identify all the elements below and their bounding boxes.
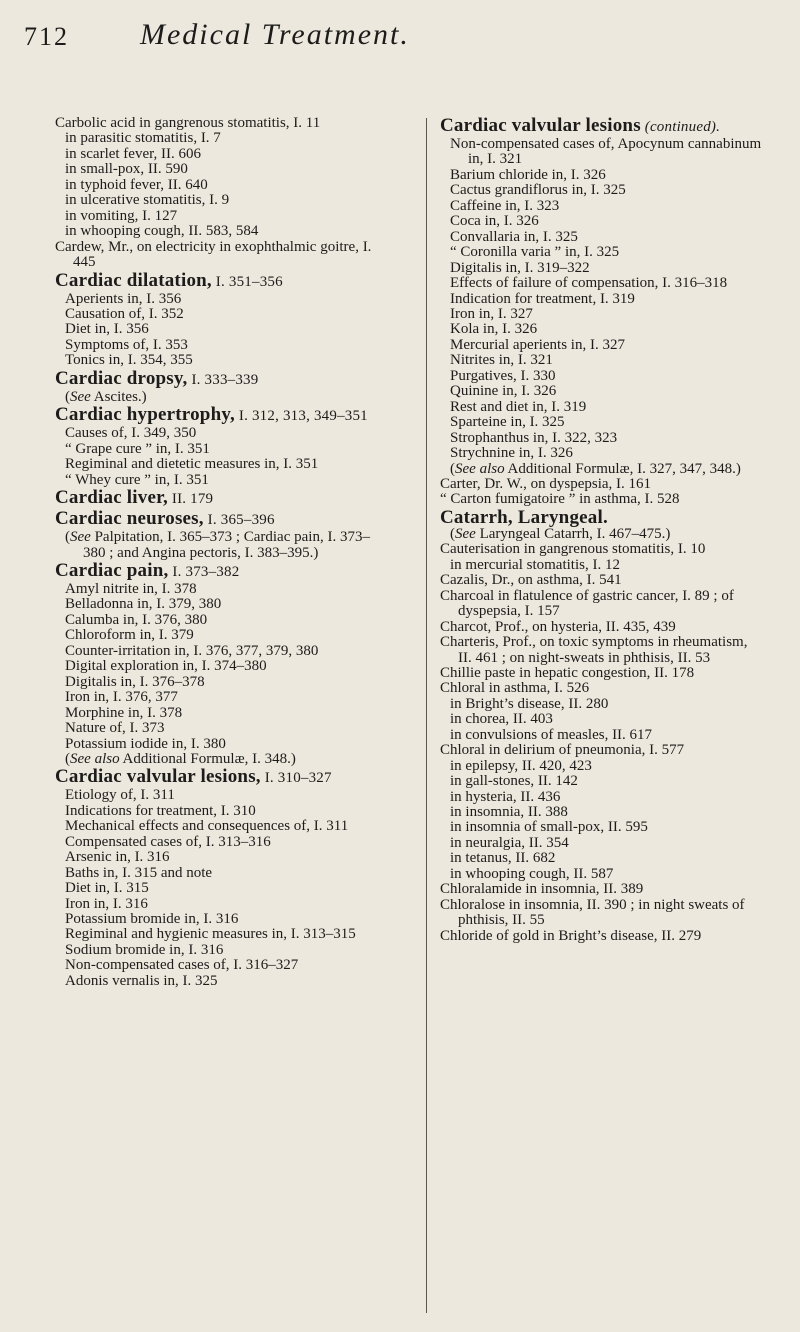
index-subentry: Digitalis in, I. 376–378	[65, 673, 205, 690]
cross-reference-text: Additional Formulæ, I. 348.)	[119, 750, 296, 767]
heading-title: Cardiac dilatation,	[55, 269, 212, 291]
heading-pages: I. 365–396	[203, 512, 275, 529]
heading-pages: (continued).	[640, 119, 721, 135]
index-subentry: Iron in, I. 316	[65, 895, 148, 912]
heading-pages: I. 333–339	[187, 371, 259, 388]
index-subentry: Iron in, I. 327	[450, 305, 533, 322]
index-subentry: in mercurial stomatitis, I. 12	[450, 556, 620, 573]
index-subentry: Effects of failure of compensation, I. 316–318	[450, 275, 728, 292]
see-label: See also	[455, 460, 505, 477]
index-subentry: in gall-stones, II. 142	[450, 773, 578, 790]
index-subentry: Adonis vernalis in, I. 325	[65, 972, 218, 989]
index-heading	[55, 561, 377, 582]
index-subentry: Strychnine in, I. 326	[450, 445, 573, 462]
index-entry: Chloral in delirium of pneumonia, I. 577	[440, 742, 685, 759]
index-subentry: Morphine in, I. 378	[65, 704, 183, 721]
index-subentry: in parasitic stomatitis, I. 7	[65, 130, 221, 147]
index-subentry: Compensated cases of, I. 313–316	[65, 833, 271, 850]
index-subentry: Coca in, I. 326	[450, 213, 539, 230]
heading-pages: I. 312, 313, 349–351	[234, 408, 368, 425]
index-subentry: Sodium bromide in, I. 316	[65, 941, 224, 958]
heading-pages: I. 373–382	[168, 563, 240, 580]
index-subentry: in tetanus, II. 682	[450, 850, 556, 867]
heading-title: Cardiac neuroses,	[55, 508, 204, 530]
index-subentry: in insomnia of small-pox, II. 595	[450, 819, 648, 836]
index-subentry: Amyl nitrite in, I. 378	[65, 580, 197, 597]
index-entry: Charcoal in flatulence of gastric cancer, I. 89 ; of dyspepsia, I. 157	[440, 587, 734, 620]
index-subentry: Digital exploration in, I. 374–380	[65, 658, 267, 675]
index-subentry: in neuralgia, II. 354	[450, 834, 569, 851]
index-subentry: Rest and diet in, I. 319	[450, 398, 587, 415]
index-entry: Cardew, Mr., on electricity in exophthalmic goitre, I. 445	[55, 238, 372, 271]
index-entry: Carter, Dr. W., on dyspepsia, I. 161	[440, 475, 652, 492]
index-heading	[55, 509, 377, 530]
index-subentry: Aperients in, I. 356	[65, 290, 182, 307]
cross-reference-text: Palpitation, I. 365–373 ; Cardiac pain, I. 373–380 ; and Angina pectoris, I. 383–395.)	[83, 529, 370, 561]
index-heading	[55, 488, 377, 509]
index-entry: Chillie paste in hepatic congestion, II. 178	[440, 664, 695, 681]
index-heading	[440, 116, 762, 137]
index-subentry: in typhoid fever, II. 640	[65, 176, 208, 193]
see-label: See	[455, 525, 476, 542]
index-subentry: in whooping cough, II. 587	[450, 865, 614, 882]
index-entry: Chloralose in insomnia, II. 390 ; in night sweats of phthisis, II. 55	[440, 896, 745, 929]
index-subentry: Belladonna in, I. 379, 380	[65, 596, 222, 613]
cross-reference-text: Additional Formulæ, I. 327, 347, 348.)	[504, 460, 741, 477]
index-entry: Chloralamide in insomnia, II. 389	[440, 881, 644, 898]
cross-reference-text: Ascites.)	[90, 388, 147, 405]
index-subentry: in hysteria, II. 436	[450, 788, 561, 805]
index-subentry: Indications for treatment, I. 310	[65, 802, 256, 819]
index-subentry: Calumba in, I. 376, 380	[65, 611, 208, 628]
index-subentry: Diet in, I. 356	[65, 321, 149, 338]
index-entry: Chloral in asthma, I. 526	[440, 680, 590, 697]
index-subentry: Mechanical effects and consequences of, I. 311	[65, 818, 349, 835]
index-subentry: Chloroform in, I. 379	[65, 627, 194, 644]
heading-title: Cardiac valvular lesions	[440, 115, 641, 136]
index-subentry: “ Whey cure ” in, I. 351	[65, 471, 209, 488]
cross-reference: (See also Additional Formulæ, I. 348.)	[65, 750, 296, 767]
index-entry: “ Carton fumigatoire ” in asthma, I. 528	[440, 491, 680, 508]
index-subentry: Digitalis in, I. 319–322	[450, 259, 590, 276]
heading-title: Cardiac pain,	[55, 559, 169, 581]
heading-title: Cardiac valvular lesions,	[55, 766, 261, 788]
index-entry: Cazalis, Dr., on asthma, I. 541	[440, 572, 622, 589]
index-subentry: in whooping cough, II. 583, 584	[65, 223, 259, 240]
index-subentry: in vomiting, I. 127	[65, 207, 178, 224]
index-subentry: in convulsions of measles, II. 617	[450, 726, 653, 743]
page-header	[24, 14, 800, 54]
index-subentry: “ Grape cure ” in, I. 351	[65, 440, 210, 457]
index-entry: Cauterisation in gangrenous stomatitis, I. 10	[440, 541, 706, 558]
index-subentry: Regiminal and dietetic measures in, I. 351	[65, 456, 319, 473]
index-subentry: “ Coronilla varia ” in, I. 325	[450, 244, 620, 261]
cross-reference: (See also Additional Formulæ, I. 327, 347, 348.)	[450, 460, 741, 477]
index-entry: Carbolic acid in gangrenous stomatitis, I. 11	[55, 115, 321, 131]
cross-reference: (See Palpitation, I. 365–373 ; Cardiac pain, I. 373–380 ; and Angina pectoris, I. 383–395.)	[65, 529, 370, 561]
index-subentry: Caffeine in, I. 323	[450, 197, 560, 214]
index-subentry: Tonics in, I. 354, 355	[65, 352, 193, 369]
index-entry: Charcot, Prof., on hysteria, II. 435, 439	[440, 618, 676, 635]
index-subentry: in small-pox, II. 590	[65, 161, 188, 178]
index-subentry: Non-compensated cases of, Apocynum cannabinum in, I. 321	[450, 136, 762, 168]
page-number: 712	[24, 22, 69, 51]
index-heading	[55, 405, 377, 426]
index-subentry: Diet in, I. 315	[65, 880, 149, 897]
cross-reference: (See Ascites.)	[65, 388, 147, 405]
index-subentry: Causes of, I. 349, 350	[65, 425, 197, 442]
column-divider	[426, 118, 427, 1313]
index-subentry: Baths in, I. 315 and note	[65, 864, 213, 881]
heading-pages: I. 310–327	[260, 770, 332, 787]
index-subentry: Nature of, I. 373	[65, 720, 165, 737]
index-subentry: in Bright’s disease, II. 280	[450, 695, 609, 712]
index-subentry: in insomnia, II. 388	[450, 804, 568, 821]
index-subentry: in ulcerative stomatitis, I. 9	[65, 192, 230, 209]
index-subentry: Purgatives, I. 330	[450, 367, 556, 384]
see-label: See also	[70, 750, 120, 767]
index-subentry: Causation of, I. 352	[65, 305, 184, 322]
cross-reference: (See Laryngeal Catarrh, I. 467–475.)	[450, 525, 671, 542]
index-column-right	[440, 116, 762, 944]
index-subentry: Nitrites in, I. 321	[450, 352, 553, 369]
index-subentry: Strophanthus in, I. 322, 323	[450, 429, 618, 446]
index-subentry: Sparteine in, I. 325	[450, 414, 565, 431]
index-subentry: Convallaria in, I. 325	[450, 228, 578, 245]
see-label: See	[70, 529, 91, 546]
index-subentry: Non-compensated cases of, I. 316–327	[65, 957, 299, 974]
index-subentry: Iron in, I. 376, 377	[65, 689, 178, 706]
index-heading	[55, 369, 377, 390]
index-subentry: Mercurial aperients in, I. 327	[450, 336, 625, 353]
index-subentry: Cactus grandiflorus in, I. 325	[450, 182, 626, 199]
index-subentry: Regiminal and hygienic measures in, I. 313–315	[65, 926, 356, 943]
index-subentry: Indication for treatment, I. 319	[450, 290, 635, 307]
heading-title: Catarrh, Laryngeal.	[440, 506, 608, 528]
index-heading	[55, 271, 377, 292]
index-subentry: Counter-irritation in, I. 376, 377, 379, 380	[65, 642, 319, 659]
index-heading	[440, 508, 762, 527]
cross-reference-text: Laryngeal Catarrh, I. 467–475.)	[475, 525, 671, 542]
index-entry: Charteris, Prof., on toxic symptoms in rheumatism, II. 461 ; on night-sweats in phthisis, II. 53	[440, 634, 748, 666]
index-subentry: Barium chloride in, I. 326	[450, 166, 606, 183]
index-subentry: Potassium iodide in, I. 380	[65, 735, 226, 752]
index-subentry: Quinine in, I. 326	[450, 383, 557, 400]
index-subentry: in epilepsy, II. 420, 423	[450, 757, 592, 774]
heading-title: Cardiac liver,	[55, 487, 168, 509]
index-heading	[55, 767, 377, 788]
heading-pages: I. 351–356	[211, 273, 283, 290]
heading-title: Cardiac dropsy,	[55, 367, 188, 389]
index-column-left	[55, 116, 377, 989]
index-subentry: Arsenic in, I. 316	[65, 849, 170, 866]
index-subentry: in chorea, II. 403	[450, 711, 553, 728]
index-subentry: Kola in, I. 326	[450, 321, 538, 338]
index-subentry: Etiology of, I. 311	[65, 787, 175, 804]
running-title: Medical Treatment.	[140, 18, 410, 51]
index-subentry: Potassium bromide in, I. 316	[65, 911, 239, 928]
see-label: See	[70, 388, 91, 405]
index-subentry: in scarlet fever, II. 606	[65, 145, 202, 162]
index-entry: Chloride of gold in Bright’s disease, II. 279	[440, 927, 702, 944]
heading-pages: II. 179	[167, 491, 214, 508]
index-subentry: Symptoms of, I. 353	[65, 336, 188, 353]
heading-title: Cardiac hypertrophy,	[55, 404, 235, 426]
